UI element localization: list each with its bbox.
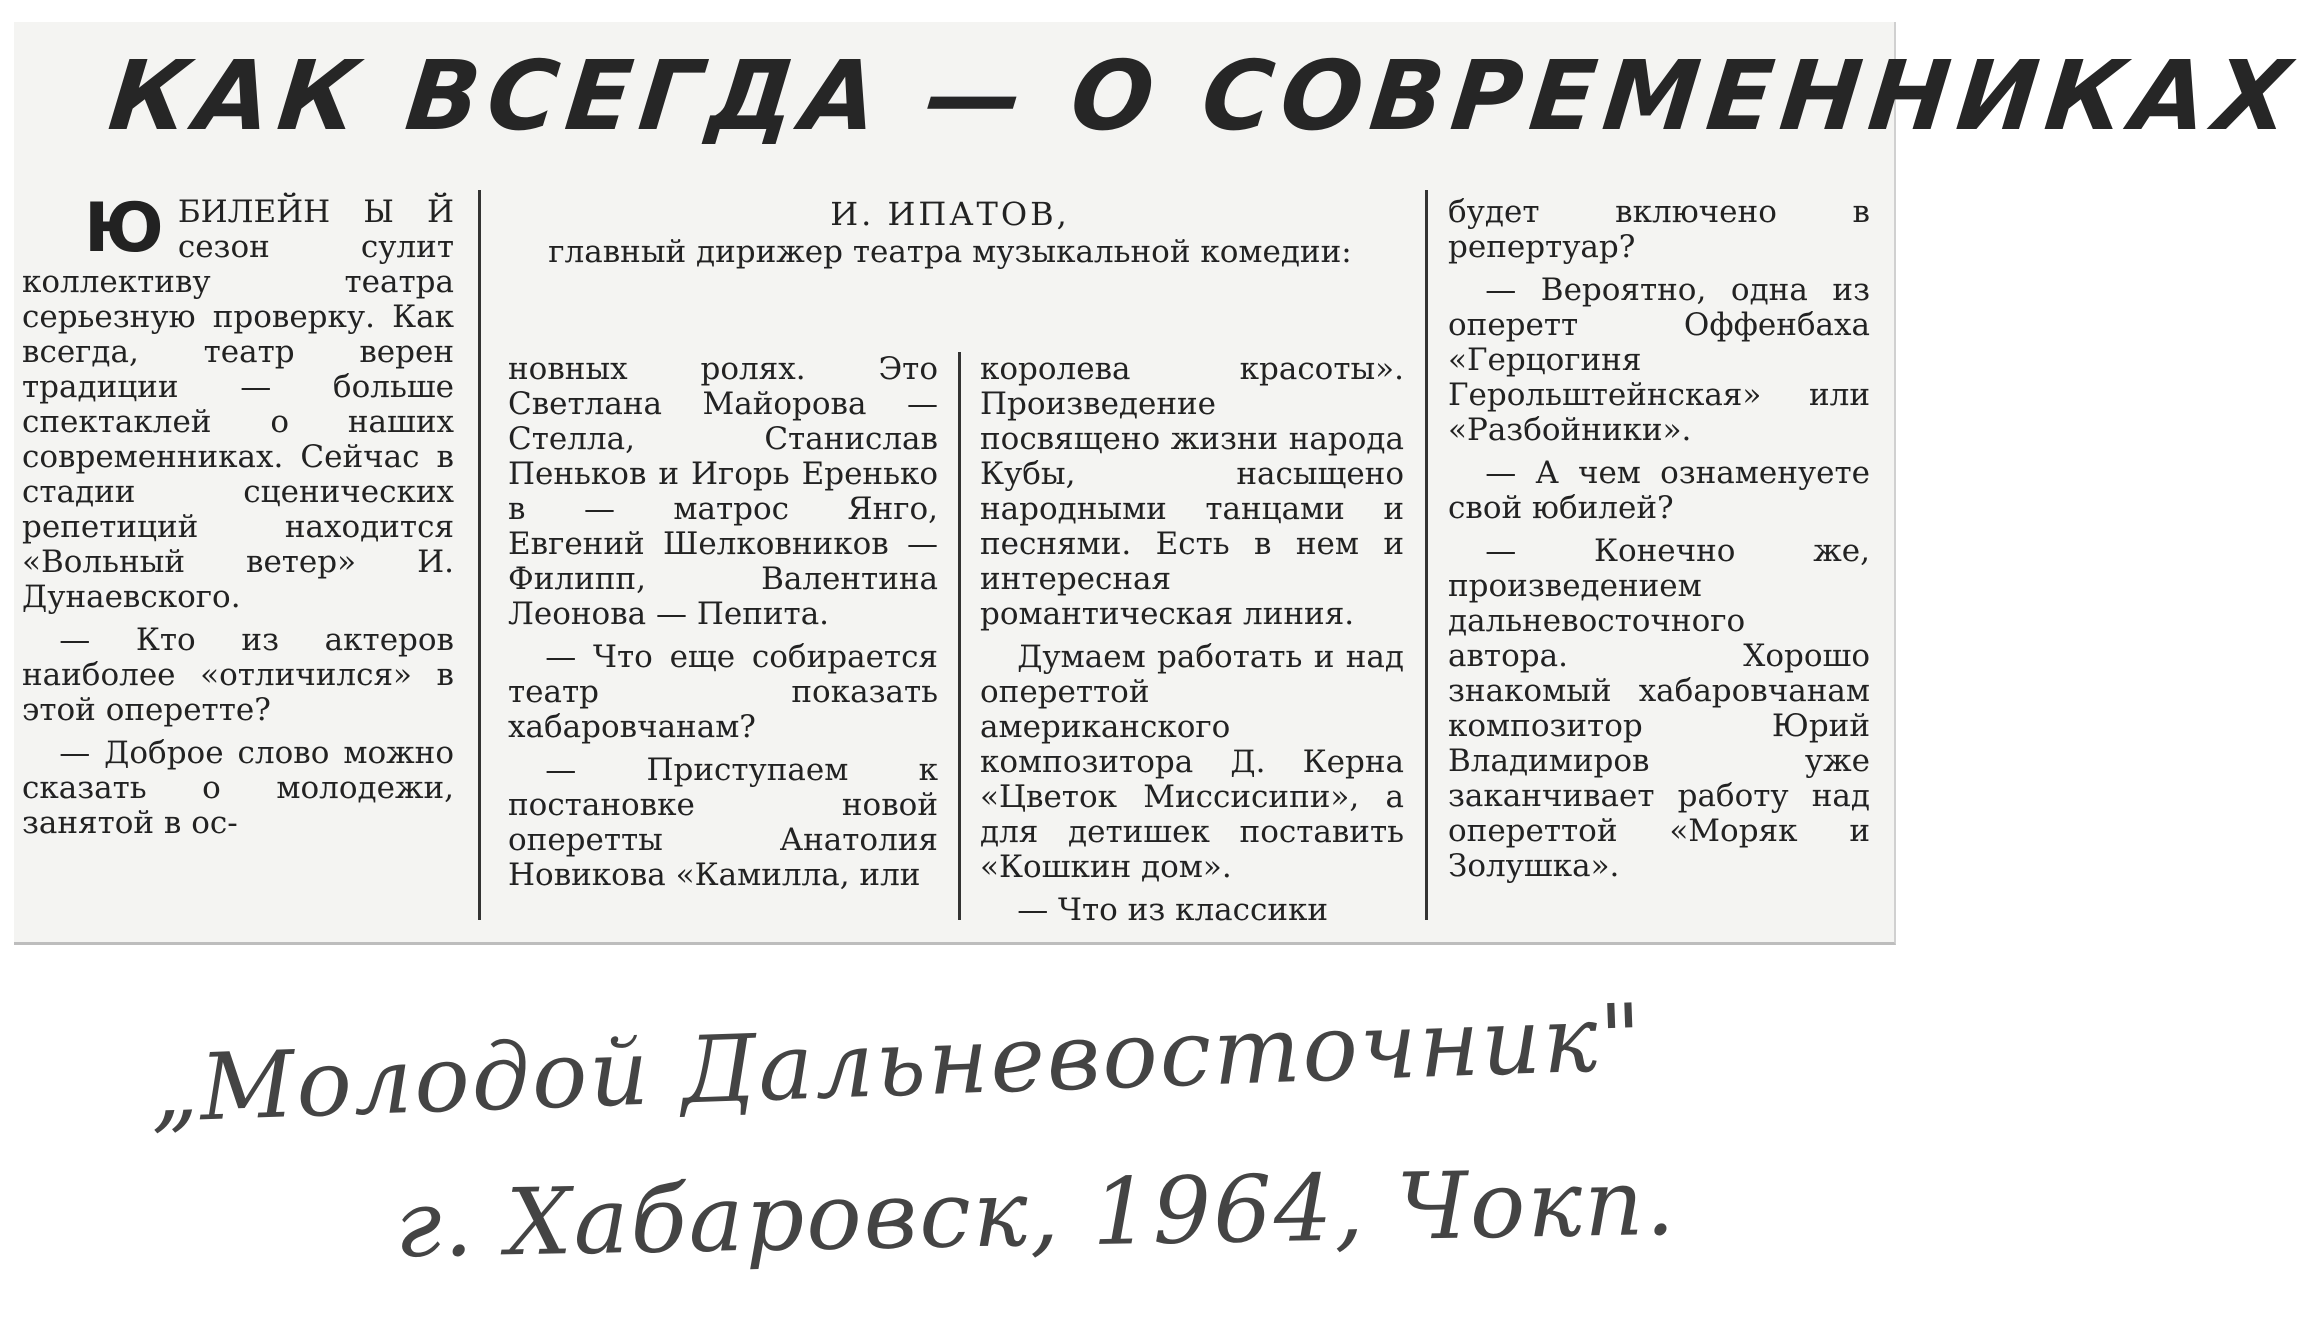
- paragraph: — Кто из актеров наиболее «отличился» в этой оперетте?: [22, 622, 454, 728]
- paragraph: — Приступаем к постановке новой оперетты Анатолия Новикова «Камилла, или: [508, 752, 938, 893]
- paragraph: — А чем ознаменуете свой юбилей?: [1448, 455, 1870, 526]
- article-column-1: [22, 189, 454, 849]
- paragraph: Думаем работать и над опереттой американского композитора Д. Керна «Цветок Миссисипи», а для детишек поставить «Кошкин дом».: [980, 639, 1404, 885]
- paragraph-text: БИЛЕЙН Ы Й сезон сулит коллективу театра серьезную проверку. Как всегда, театр верен традиции — больше спектаклей о наших современниках. Сейчас в стадии сценических репетиций находится «Вольный ветер» И. Дунаевского.: [22, 194, 454, 615]
- paragraph: — Конечно же, произведением дальневосточного автора. Хорошо знакомый хабаровчанам композитор Юрий Владимиров уже заканчивает работу над опереттой «Моряк и Золушка».: [1448, 533, 1870, 884]
- paragraph: — Что еще собирается театр показать хабаровчанам?: [508, 639, 938, 745]
- paragraph: — Доброе слово можно сказать о молодежи, занятой в ос-: [22, 735, 454, 841]
- column-rule: [1425, 190, 1428, 920]
- article-column-3: [980, 352, 1404, 936]
- byline-author: И. ИПАТОВ,: [830, 195, 1070, 233]
- column-rule: [958, 352, 961, 920]
- paragraph: будет включено в репертуар?: [1448, 194, 1870, 265]
- column-rule: [478, 190, 481, 920]
- article-column-2: [508, 352, 938, 901]
- handwritten-date-line: г. Хабаровск, 1964, Чокп.: [394, 1148, 1678, 1279]
- drop-cap: Ю: [84, 189, 164, 268]
- article-column-4: [1448, 195, 1870, 892]
- headline: КАК ВСЕГДА — О СОВРЕМЕННИКАХ: [104, 40, 2303, 152]
- paragraph: — Вероятно, одна из оперетт Оффенбаха «Герцогиня Герольштейнская» или «Разбойники».: [1448, 272, 1870, 448]
- byline: [500, 195, 1400, 271]
- handwritten-source-line: „Молодой Дальневосточник": [148, 983, 1646, 1144]
- paragraph: — Что из классики: [1017, 892, 1329, 928]
- lead-paragraph: [22, 189, 454, 615]
- paragraph: королева красоты». Произведение посвящено жизни народа Кубы, насыщено народными танцами и песнями. Есть в нем и интересная романтическая линия.: [980, 351, 1404, 632]
- byline-position: главный дирижер театра музыкальной комедии:: [548, 234, 1352, 270]
- paragraph: новных ролях. Это Светлана Майорова — Стелла, Станислав Пеньков и Игорь Еренько в — матрос Янго, Евгений Шелковников — Филипп, Валентина Леонова — Пепита.: [508, 351, 938, 632]
